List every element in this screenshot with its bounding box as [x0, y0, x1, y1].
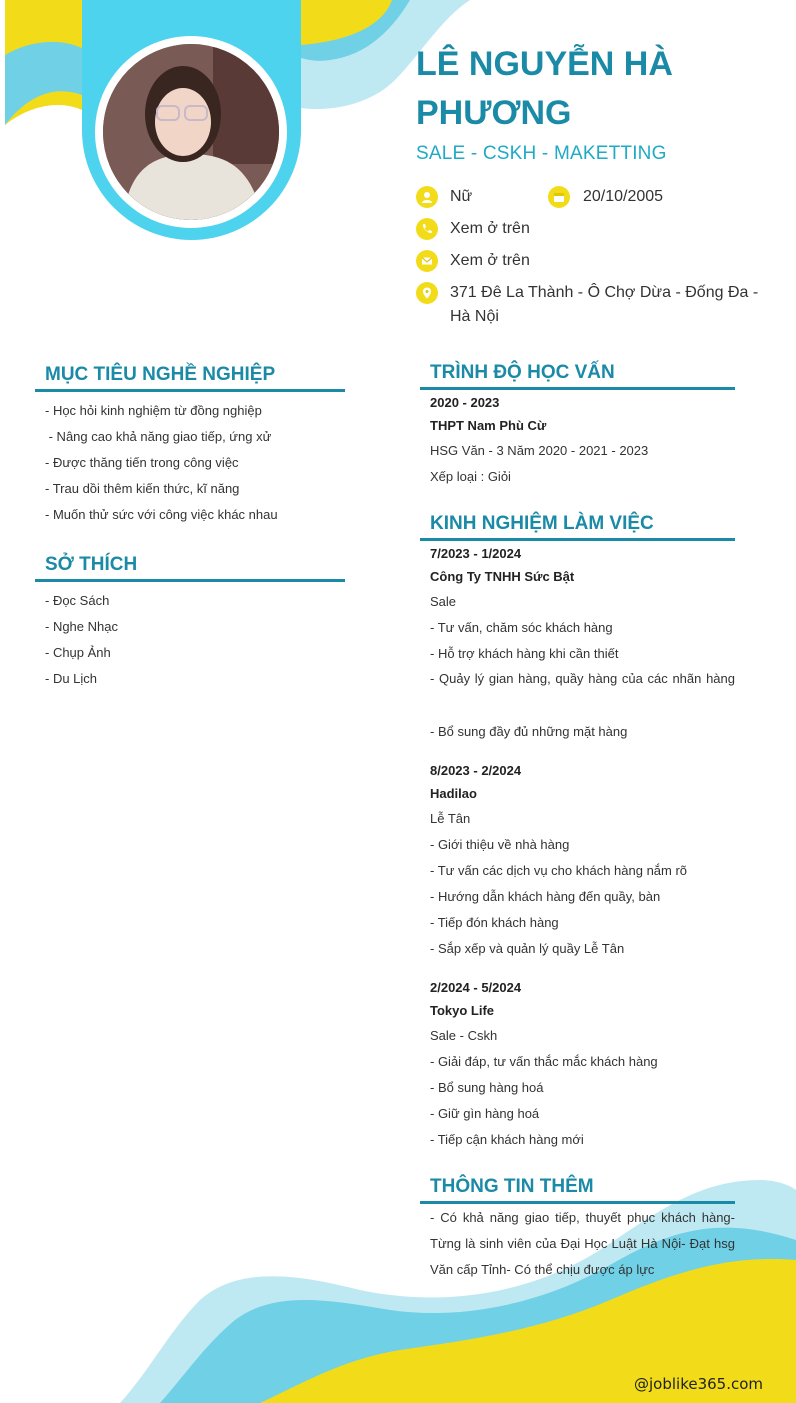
education-divider [420, 387, 735, 390]
extra-info-text: - Có khả năng giao tiếp, thuyết phục khách hàng- Từng là sinh viên của Đại Học Luật Hà Nội- Đạt hsg Văn cấp Tỉnh- Có thể chịu được áp lực [430, 1210, 735, 1277]
job-period: 2/2024 - 5/2024 [430, 980, 522, 995]
candidate-name: LÊ NGUYỄN HÀ PHƯƠNG [416, 45, 673, 132]
job-period: 7/2023 - 1/2024 [430, 546, 522, 561]
job-duty: - Sắp xếp và quản lý quầy Lễ Tân [430, 941, 625, 956]
job-company: Công Ty TNHH Sức Bật [430, 569, 575, 584]
phone-value: Xem ở trên [450, 220, 530, 237]
hobbies-divider [35, 579, 345, 582]
job-duty: - Giải đáp, tư vấn thắc mắc khách hàng [430, 1054, 658, 1069]
job-company: Tokyo Life [430, 1003, 495, 1018]
address-value: 371 Đê La Thành - Ô Chợ Dừa - Đống Đa - Hà Nội [450, 284, 759, 325]
user-icon [416, 186, 438, 208]
extra-info-title: THÔNG TIN THÊM [430, 1176, 594, 1197]
education-detail: HSG Văn - 3 Năm 2020 - 2021 - 2023 [430, 443, 649, 458]
avatar-illustration [103, 44, 279, 220]
objective-item: - Trau dồi thêm kiến thức, kĩ năng [45, 481, 240, 496]
extra-info-divider [420, 1201, 735, 1204]
education-school: THPT Nam Phù Cừ [430, 418, 547, 433]
job-period: 8/2023 - 2/2024 [430, 763, 522, 778]
job-duty: - Tiếp đón khách hàng [430, 915, 559, 930]
objective-item: - Muốn thử sức với công việc khác nhau [45, 507, 278, 522]
gender-value: Nữ [450, 188, 473, 205]
birthday-value: 20/10/2005 [583, 188, 664, 205]
mail-icon [416, 250, 438, 272]
job-duty: - Hướng dẫn khách hàng đến quầy, bàn [430, 889, 661, 904]
watermark: @joblike365.com [634, 1375, 764, 1393]
job-duty: - Quảy lý gian hàng, quầy hàng của các nhãn hàng [430, 671, 735, 686]
experience-divider [420, 538, 735, 541]
job-duty: - Tư vấn các dịch vụ cho khách hàng nắm rõ [430, 863, 688, 878]
job-role: Lễ Tân [430, 811, 471, 826]
phone-icon [416, 218, 438, 240]
job-duty: - Giữ gìn hàng hoá [430, 1106, 540, 1121]
objective-title: MỤC TIÊU NGHỀ NGHIỆP [45, 364, 276, 385]
job-duty: - Giới thiệu về nhà hàng [430, 837, 570, 852]
email-value: Xem ở trên [450, 252, 530, 269]
location-pin-icon [416, 282, 438, 304]
objective-item: - Nâng cao khả năng giao tiếp, ứng xử [45, 429, 272, 444]
education-title: TRÌNH ĐỘ HỌC VẤN [430, 362, 615, 383]
hobby-item: - Chụp Ảnh [45, 645, 111, 660]
job-company: Hadilao [430, 786, 477, 801]
objective-item: - Học hỏi kinh nghiệm từ đồng nghiệp [45, 403, 262, 418]
job-duty: - Hỗ trợ khách hàng khi cần thiết [430, 646, 619, 661]
avatar [103, 44, 279, 220]
objective-divider [35, 389, 345, 392]
education-detail: Xếp loại : Giỏi [430, 469, 511, 484]
job-role: Sale - Cskh [430, 1028, 498, 1043]
education-period: 2020 - 2023 [430, 395, 500, 410]
job-duty: - Tiếp cận khách hàng mới [430, 1132, 584, 1147]
job-duty: - Tư vấn, chăm sóc khách hàng [430, 620, 613, 635]
hobby-item: - Du Lịch [45, 671, 98, 686]
hobby-item: - Nghe Nhạc [45, 619, 118, 634]
hobbies-title: SỞ THÍCH [45, 554, 138, 575]
job-role: Sale [430, 594, 457, 609]
job-duty: - Bổ sung hàng hoá [430, 1080, 544, 1095]
hobby-item: - Đọc Sách [45, 593, 110, 608]
job-duty: - Bổ sung đầy đủ những mặt hàng [430, 724, 628, 739]
calendar-icon [548, 186, 570, 208]
objective-item: - Được thăng tiến trong công việc [45, 455, 239, 470]
experience-title: KINH NGHIỆM LÀM VIỆC [430, 513, 654, 534]
candidate-position: SALE - CSKH - MAKETTING [416, 143, 667, 164]
